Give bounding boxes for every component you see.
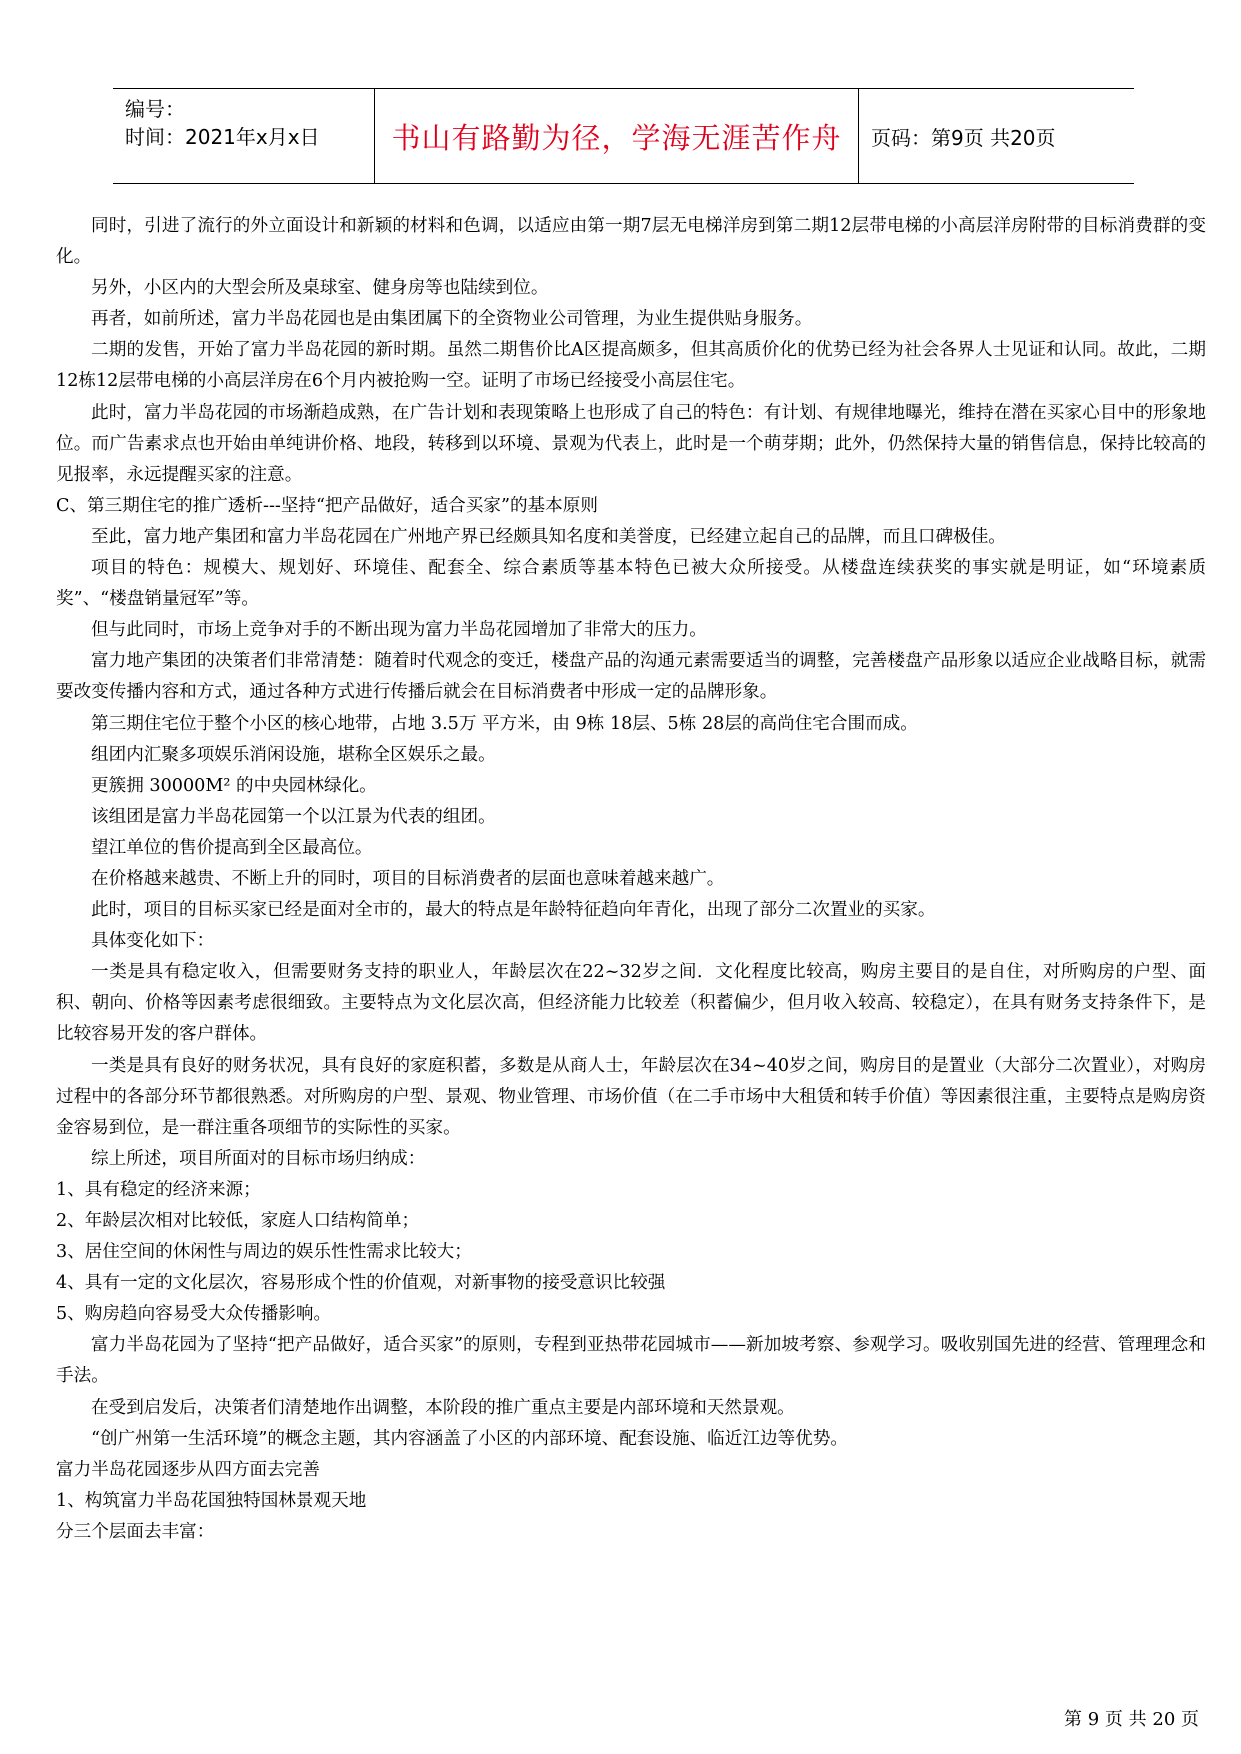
paragraph: 组团内汇聚多项娱乐消闲设施，堪称全区娱乐之最。 bbox=[91, 744, 496, 765]
paragraph: 望江单位的售价提高到全区最高位。 bbox=[91, 837, 373, 858]
paragraph: 具体变化如下： bbox=[91, 931, 215, 952]
paragraph: 但与此同时，市场上竞争对手的不断出现为富力半岛花园增加了非常大的压力。 bbox=[91, 620, 707, 641]
paragraph: 至此，富力地产集团和富力半岛花园在广州地产界已经颇具知名度和美誉度，已经建立起自己的品牌，而且口碑极佳。 bbox=[91, 526, 1006, 547]
time-label: 时间：2021年x月x日 bbox=[125, 125, 320, 149]
paragraph: 4、具有一定的文化层次，容易形成个性的价值观，对新事物的接受意识比较强 bbox=[56, 1273, 666, 1294]
page-footer: 第 9 页 共 20 页 bbox=[1064, 1709, 1199, 1730]
paragraph: 该组团是富力半岛花园第一个以江景为代表的组团。 bbox=[91, 806, 496, 827]
header-page-cell bbox=[859, 89, 1134, 183]
paragraph: C、第三期住宅的推广透析---坚持“把产品做好，适合买家”的基本原则 bbox=[56, 495, 598, 516]
paragraph: 1、构筑富力半岛花国独特国林景观天地 bbox=[56, 1490, 367, 1511]
paragraph: 富力半岛花园逐步从四方面去完善 bbox=[56, 1459, 320, 1480]
paragraph: 一类是具有稳定收入，但需要财务支持的职业人，年龄层次在22~32岁之间．文化程度比较高，购房主要目的是自住，对所购房的户型、面积、朝向、价格等因素考虑很细致。主要特点为文化层次高，但经济能力比较差（积蓄偏少，但月收入较高、较稳定），在具有财务支持条件下，是比较容易开发的客户群体。 bbox=[56, 962, 1206, 1045]
paragraph: 2、年龄层次相对比较低，家庭人口结构简单； bbox=[56, 1211, 420, 1231]
paragraph: 3、居住空间的休闲性与周边的娱乐性性需求比较大； bbox=[56, 1242, 472, 1263]
paragraph: 第三期住宅位于整个小区的核心地带，占地 3.5万 平方米，由 9栋 18层、5栋 28层的高尚住宅合围而成。 bbox=[91, 713, 918, 734]
paragraph: 再者，如前所述，富力半岛花园也是由集团属下的全资物业公司管理，为业生提供贴身服务。 bbox=[91, 309, 813, 330]
paragraph: 在受到启发后，决策者们清楚地作出调整，本阶段的推广重点主要是内部环境和天然景观。 bbox=[91, 1397, 795, 1418]
paragraph: 二期的发售，开始了富力半岛花园的新时期。虽然二期售价比A区提高颇多，但其高质价化的优势已经为社会各界人士见证和认同。故此，二期12栋12层带电梯的小高层洋房在6个月内被抢购一空。证明了市场已经接受小高层住宅。 bbox=[56, 340, 1206, 392]
paragraph: 一类是具有良好的财务状况，具有良好的家庭积蓄，多数是从商人士，年龄层次在34~40岁之间，购房目的是置业（大部分二次置业），对购房过程中的各部分环节都很熟悉。对所购房的户型、景观、物业管理、市场价值（在二手市场中大租赁和转手价值）等因素很注重，主要特点是购房资金容易到位，是一群注重各项细节的实际性的买家。 bbox=[56, 1055, 1206, 1138]
paragraph: 1、具有稳定的经济来源； bbox=[56, 1179, 261, 1200]
paragraph: 富力半岛花园为了坚持“把产品做好，适合买家”的原则，专程到亚热带花园城市——新加坡考察、参观学习。吸收别国先进的经营、管理理念和手法。 bbox=[56, 1335, 1206, 1387]
paragraph: 富力地产集团的决策者们非常清楚：随着时代观念的变迁，楼盘产品的沟通元素需要适当的调整，完善楼盘产品形象以适应企业战略目标，就需要改变传播内容和方式，通过各种方式进行传播后就会在目标消费者中形成一定的品牌形象。 bbox=[56, 651, 1206, 703]
header-page-info: 页码：第9页 共20页 bbox=[871, 125, 1056, 150]
paragraph: 项目的特色：规模大、规划好、环境佳、配套全、综合素质等基本特色已被大众所接受。从楼盘连续获奖的事实就是明证，如“环境素质奖”、“楼盘销量冠军”等。 bbox=[56, 558, 1206, 610]
paragraph: 5、购房趋向容易受大众传播影响。 bbox=[56, 1304, 332, 1325]
paragraph: “创广州第一生活环境”的概念主题，其内容涵盖了小区的内部环境、配套设施、临近江边等优势。 bbox=[91, 1428, 848, 1449]
paragraph: 在价格越来越贵、不断上升的同时，项目的目标消费者的层面也意味着越来越广。 bbox=[91, 868, 725, 889]
paragraph: 分三个层面去丰富： bbox=[56, 1521, 215, 1542]
header-meta-cell bbox=[113, 89, 374, 183]
body-text bbox=[56, 211, 1206, 1548]
paragraph: 另外，小区内的大型会所及桌球室、健身房等也陆续到位。 bbox=[91, 278, 549, 299]
motto-text: 书山有路勤为径，学海无涯苦作舟 bbox=[391, 120, 842, 155]
paragraph: 此时，项目的目标买家已经是面对全市的，最大的特点是年龄特征趋向年青化，出现了部分二次置业的买家。 bbox=[91, 900, 936, 921]
header-motto-cell bbox=[374, 89, 859, 183]
page-header bbox=[113, 88, 1134, 184]
paragraph: 更簇拥 30000M² 的中央园林绿化。 bbox=[91, 775, 377, 796]
paragraph: 同时，引进了流行的外立面设计和新颖的材料和色调，以适应由第一期7层无电梯洋房到第二期12层带电梯的小高层洋房附带的目标消费群的变化。 bbox=[56, 216, 1206, 268]
number-label: 编号： bbox=[125, 97, 185, 121]
paragraph: 综上所述，项目所面对的目标市场归纳成： bbox=[91, 1148, 426, 1169]
paragraph: 此时，富力半岛花园的市场渐趋成熟，在广告计划和表现策略上也形成了自己的特色：有计划、有规律地曝光，维持在潜在买家心目中的形象地位。而广告素求点也开始由单纯讲价格、地段，转移到以环境、景观为代表上，此时是一个萌芽期；此外，仍然保持大量的销售信息，保持比较高的见报率，永远提醒买家的注意。 bbox=[56, 402, 1206, 485]
